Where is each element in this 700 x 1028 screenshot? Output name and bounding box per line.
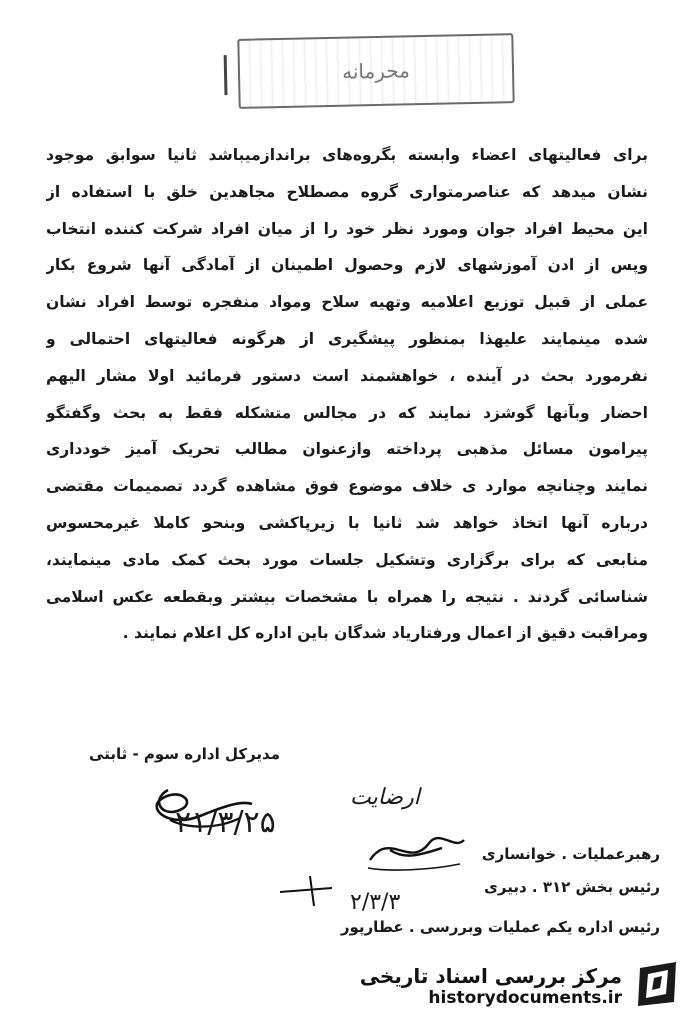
director-line: مدیرکل اداره سوم - ثابتی <box>89 745 280 763</box>
stamp-bracket <box>224 55 234 95</box>
letter-body <box>46 137 648 652</box>
archive-name: مرکز بررسی اسناد تاریخی <box>359 964 622 988</box>
letter-line: پیرامون مسائل مذهبی پرداخته وازعنوان مطالب تحریک آمیز خودداری <box>46 440 648 459</box>
section-initial-mark <box>270 872 340 912</box>
ops-lead-line: رهبرعملیات . خوانساری <box>481 845 660 863</box>
small-handwritten-date: ۲/۳/۳ <box>350 890 401 915</box>
letter-line: وپس از ادن آموزشهای لازم وحصول اطمینان از آمادگی آنها شروع بکار <box>46 256 648 275</box>
handwritten-note: ارضایت <box>350 785 420 810</box>
letter-line: احضار وبآنها گوشزد نمایند که در مجالس متشکله فقط به بحث وگفتگو <box>46 403 648 422</box>
letter-line: نفرمورد بحث در آینده ، خواهشمند است دستور فرمائید اولا مشار الیهم <box>46 366 648 385</box>
dept-head-line: رئیس اداره یکم عملیات وبررسی . عطارپور <box>340 918 660 936</box>
letter-line: عملی از قبیل توزیع اعلامیه وتهیه سلاح ومواد منفجره توسط افراد نشان <box>46 293 648 312</box>
letter-line: شناسائی گردند . نتیجه را همراه با مشخصات بیشتر وبقطعه عکس اسلامی <box>46 587 648 606</box>
letter-line: نشان میدهد که عناصرمتواری گروه مصطلاح مجاهدین خلق با استفاده از <box>46 182 648 201</box>
letter-line: منابعی که برای برگزاری وتشکیل جلسات مورد بحث کمک مادی مینمایند، <box>46 550 648 569</box>
letter-line: درباره آنها اتخاذ خواهد شد ثانیا با زیرپاکشی وبنحو کاملا غیرمحسوس <box>46 513 648 532</box>
classification-stamp <box>237 33 514 109</box>
archive-emblem-icon <box>630 958 686 1014</box>
letter-line: شده مینمایند علیهذا بمنظور پیشگیری از هرگونه فعالیتهای احتمالی و <box>46 329 648 348</box>
letter-line: این محیط افراد جوان ومورد نظر خود را از میان افراد شرکت کننده انتخاب <box>46 219 648 238</box>
letter-line: برای فعالیتهای اعضاء وابسته بگروه‌های براندازمیباشد ثانیا سوابق موجود <box>46 146 648 164</box>
archive-logo <box>360 958 686 1014</box>
ops-signature <box>360 820 470 880</box>
stamp-text: محرمانه <box>341 58 411 84</box>
handwritten-date: ۲۱/۳/۲۵ <box>175 805 276 840</box>
archive-url: historydocuments.ir <box>428 988 622 1008</box>
letter-line: ومراقبت دقیق از اعمال ورفتاریاد شدگان باین اداره کل اعلام نمایند . <box>122 624 648 643</box>
section-head-line: رئیس بخش ۳۱۲ . دبیری <box>484 878 660 896</box>
letter-line: نمایند وچنانچه موارد ی خلاف موضوع فوق مشاهده گردد تصمیمات مقتضی <box>46 477 648 496</box>
